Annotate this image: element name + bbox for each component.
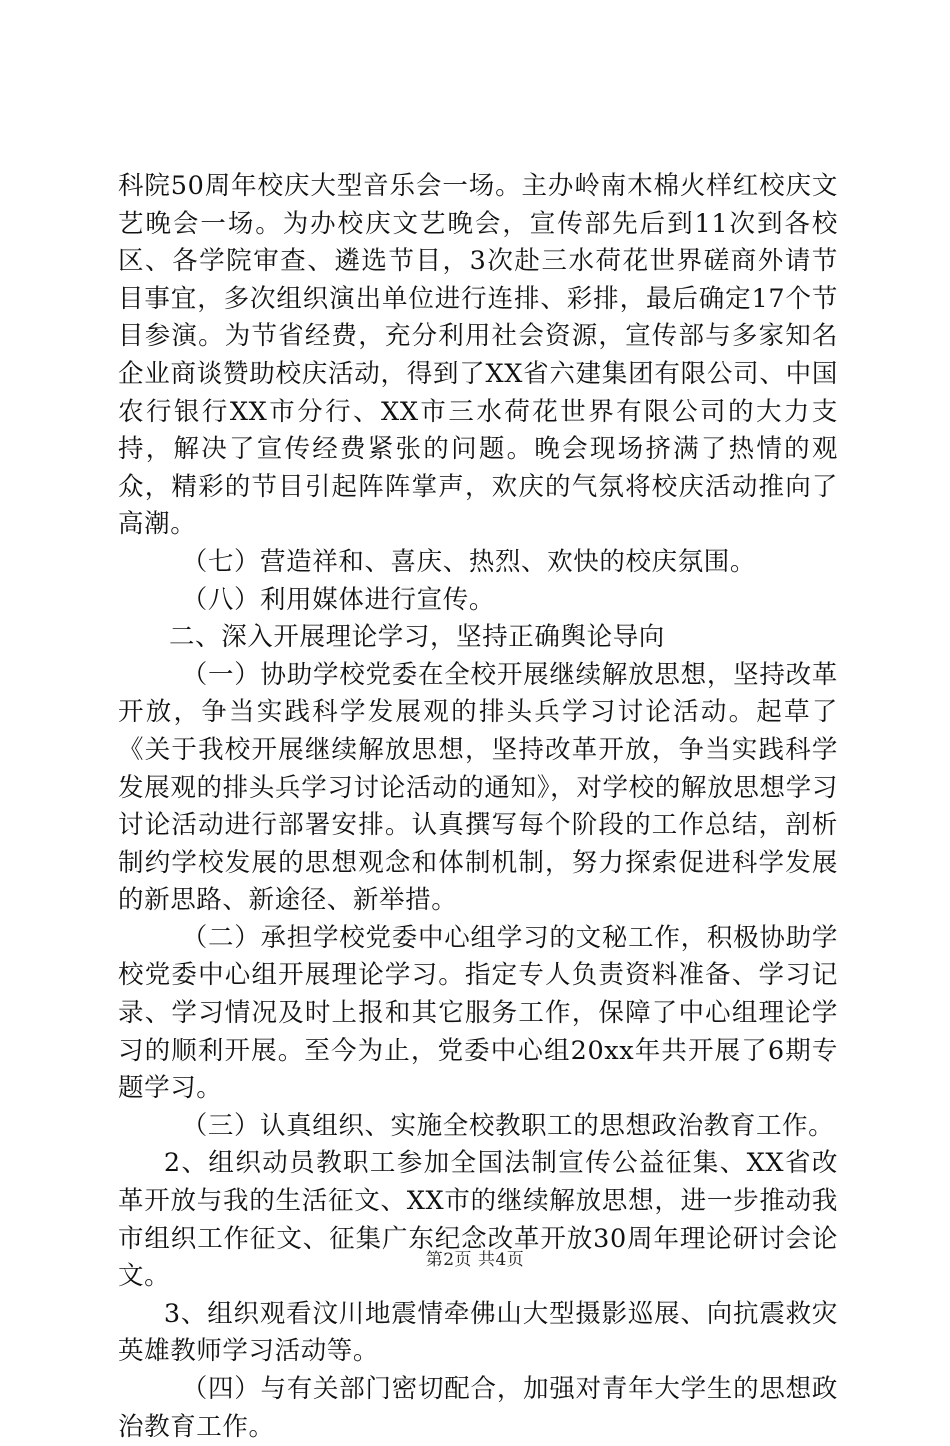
- paragraph-item-3: 3、组织观看汶川地震情牵佛山大型摄影巡展、向抗震救灾英雄教师学习活动等。: [118, 1298, 838, 1367]
- paragraph-anniversary-events: 科院50周年校庆大型音乐会一场。主办岭南木棉火样红校庆文艺晚会一场。为办校庆文艺晚会，宣传部先后到11次到各校区、各学院审查、遴选节目，3次赴三水荷花世界磋商外请节目事宜，多次组织演出单位进行连排、彩排，最后确定17个节目参演。为节省经费，充分利用社会资源，宣传部与多家知名企业商谈赞助校庆活动，得到了XX省六建集团有限公司、中国农行银行XX市分行、XX市三水荷花世界有限公司的大力支持，解决了宣传经费紧张的问题。晚会现场挤满了热情的观众，精彩的节目引起阵阵掌声，欢庆的气氛将校庆活动推向了高潮。: [118, 171, 838, 540]
- page-footer: [0, 1245, 950, 1270]
- paragraph-item-2: 2、组织动员教职工参加全国法制宣传公益征集、XX省改革开放与我的生活征文、XX市的继续解放思想，进一步推动我市组织工作征文、征集广东纪念改革开放30周年理论研讨会论文。: [118, 1148, 838, 1292]
- paragraph-section-8: （八）利用媒体进行宣传。: [181, 584, 495, 615]
- paragraph-subsection-4: （四）与有关部门密切配合，加强对青年大学生的思想政治教育工作。: [118, 1374, 838, 1442]
- section-heading-theory-study: 二、深入开展理论学习，坚持正确舆论导向: [169, 622, 665, 653]
- paragraph-subsection-3: （三）认真组织、实施全校教职工的思想政治教育工作。: [181, 1110, 835, 1141]
- paragraph-section-7: （七）营造祥和、喜庆、热烈、欢快的校庆氛围。: [181, 546, 756, 577]
- page-number-label: 第2页 共4页: [425, 1250, 525, 1270]
- paragraph-subsection-2: （二）承担学校党委中心组学习的文秘工作，积极协助学校党委中心组开展理论学习。指定专人负责资料准备、学习记录、学习情况及时上报和其它服务工作，保障了中心组理论学习的顺利开展。至今为止，党委中心组20xx年共开展了6期专题学习。: [118, 922, 838, 1104]
- paragraph-subsection-1: （一）协助学校党委在全校开展继续解放思想，坚持改革开放，争当实践科学发展观的排头兵学习讨论活动。起草了《关于我校开展继续解放思想，坚持改革开放，争当实践科学发展观的排头兵学习讨论活动的通知》，对学校的解放思想学习讨论活动进行部署安排。认真撰写每个阶段的工作总结，剖析制约学校发展的思想观念和体制机制，努力探索促进科学发展的新思路、新途径、新举措。: [118, 659, 838, 916]
